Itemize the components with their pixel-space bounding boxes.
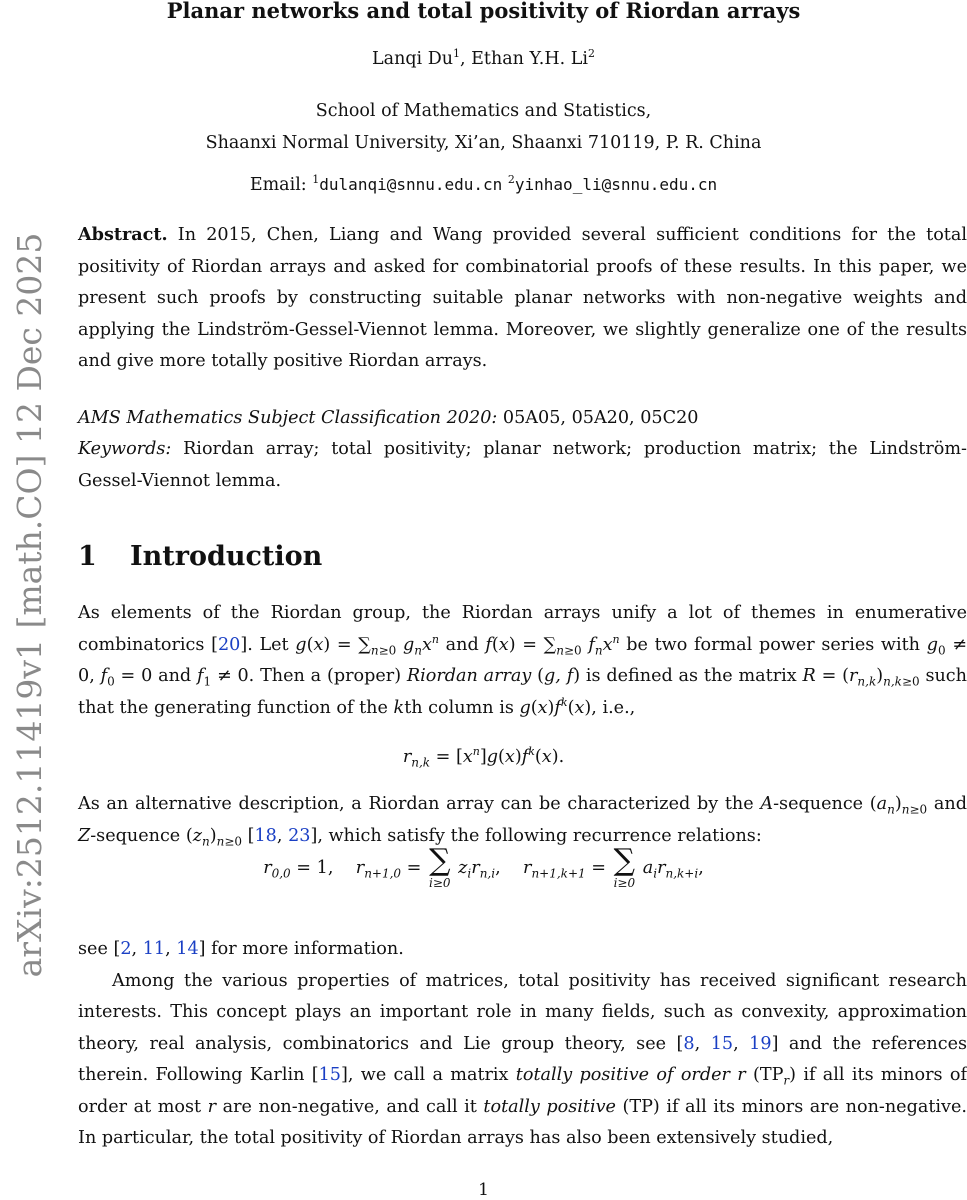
ams-classification: AMS Mathematics Subject Classification 2020: 05A05, 05A20, 05C20 <box>78 408 699 428</box>
citation-link[interactable]: 23 <box>288 825 311 846</box>
intro-paragraph-2: As an alternative description, a Riordan array can be characterized by the A-sequence $(a_n)_{n\ge 0}$ and Z-sequence $(z_n)_{n\ge 0}$ [18, 23], which satisfy the following recurrence relations: <box>78 794 967 849</box>
citation-link[interactable]: 11 <box>142 939 166 959</box>
citation-link[interactable]: 2 <box>120 939 132 959</box>
citation-link[interactable]: 19 <box>749 1033 772 1054</box>
citation-link[interactable]: 15 <box>318 1065 341 1085</box>
citation-link[interactable]: 8 <box>683 1033 695 1054</box>
keywords: Keywords: Riordan array; total positivity; planar network; production matrix; the Lindström-Gessel-Viennot lemma. <box>78 439 967 491</box>
arxiv-identifier: arXiv:2512.11419v1 [math.CO] 12 Dec 2025 <box>10 232 49 978</box>
citation-link[interactable]: 14 <box>176 939 199 959</box>
author-2: Ethan Y.H. Li <box>471 49 588 69</box>
intro-paragraph-1: As elements of the Riordan group, the Riordan arrays unify a lot of themes in enumerative combinatorics [20]. Let $g(x) = \sum_{n\ge 0}$ $g_nx^n$ and $f(x) = \sum_{n\ge 0}$ $f_nx^n$ be two formal power series with $g_0 \ne 0$, $f_0 = 0$ and $f_1 \ne 0$. Then a (proper) Riordan array (g, f) is defined as the matrix $R = (r_{n,k})_{n,k\ge 0}$ such that the generating function of the kth column is $g(x)f^k(x)$, i.e., <box>78 603 967 718</box>
intro-paragraph-3: see [2, 11, 14] for more information. Among the various properties of matrices, total positivity has received significant research interests. This concept plays an important role in many fields, such as convexity, approximation theory, real analysis, combinatorics and Lie group theory, see [8, 15, 19] and the references therein. Following Karlin [15], we call a matrix totally positive of order r $(TP_r)$ if all its minors of order at most r are non-negative, and call it totally positive (TP) if all its minors are non-negative. In particular, the total positivity of Riordan arrays has also been extensively studied, <box>78 939 967 1148</box>
citation-link[interactable]: 15 <box>710 1033 734 1054</box>
section-title: Introduction <box>130 541 323 572</box>
paper-title: Planar networks and total positivity of Riordan arrays <box>166 0 801 23</box>
citation-link[interactable]: 18 <box>254 825 277 846</box>
affiliation-line-1: School of Mathematics and Statistics, <box>315 101 652 121</box>
abstract-label: Abstract. <box>78 224 168 245</box>
page-number: 1 <box>478 1180 489 1200</box>
author-2-mark: 2 <box>587 47 595 61</box>
authors: Lanqi Du$^1$, Ethan Y.H. Li$^2$ <box>372 47 595 69</box>
section-heading <box>78 537 322 577</box>
author-1-mark: 1 <box>453 47 461 61</box>
affiliation-line-2: Shaanxi Normal University, Xi’an, Shaanxi 710119, P. R. China <box>205 133 762 153</box>
email-1[interactable]: dulanqi@snnu.edu.cn <box>319 175 503 194</box>
section-number: 1 <box>78 541 97 572</box>
email-line: Email: $^1$dulanqi@snnu.edu.cn $^2$yinhao_li@snnu.edu.cn <box>249 173 718 195</box>
citation-link[interactable]: 20 <box>217 634 241 655</box>
equation-recurrence: $r_{0,0} = 1$, $r_{n+1,0}$ = ∑ i≥0 $z_ir_{n,i}$, $r_{n+1,k+1}$ = ∑ i≥0 $a_ir_{n,k+i}$, <box>263 843 704 890</box>
email-2[interactable]: yinhao_li@snnu.edu.cn <box>514 175 718 194</box>
author-1: Lanqi Du <box>372 49 454 69</box>
equation-riordan-entry: $r_{n,k} = [x^n]g(x)f^k(x)$. <box>402 745 565 770</box>
abstract <box>78 219 967 378</box>
abstract-text: In 2015, Chen, Liang and Wang provided several sufficient conditions for the total positivity of Riordan arrays and asked for combinatorial proofs of these results. In this paper, we present such proofs by constructing suitable planar networks with non-negative weights and applying the Lindström-Gessel-Viennot lemma. Moreover, we slightly generalize one of the results and give more totally positive Riordan arrays. <box>78 225 967 371</box>
